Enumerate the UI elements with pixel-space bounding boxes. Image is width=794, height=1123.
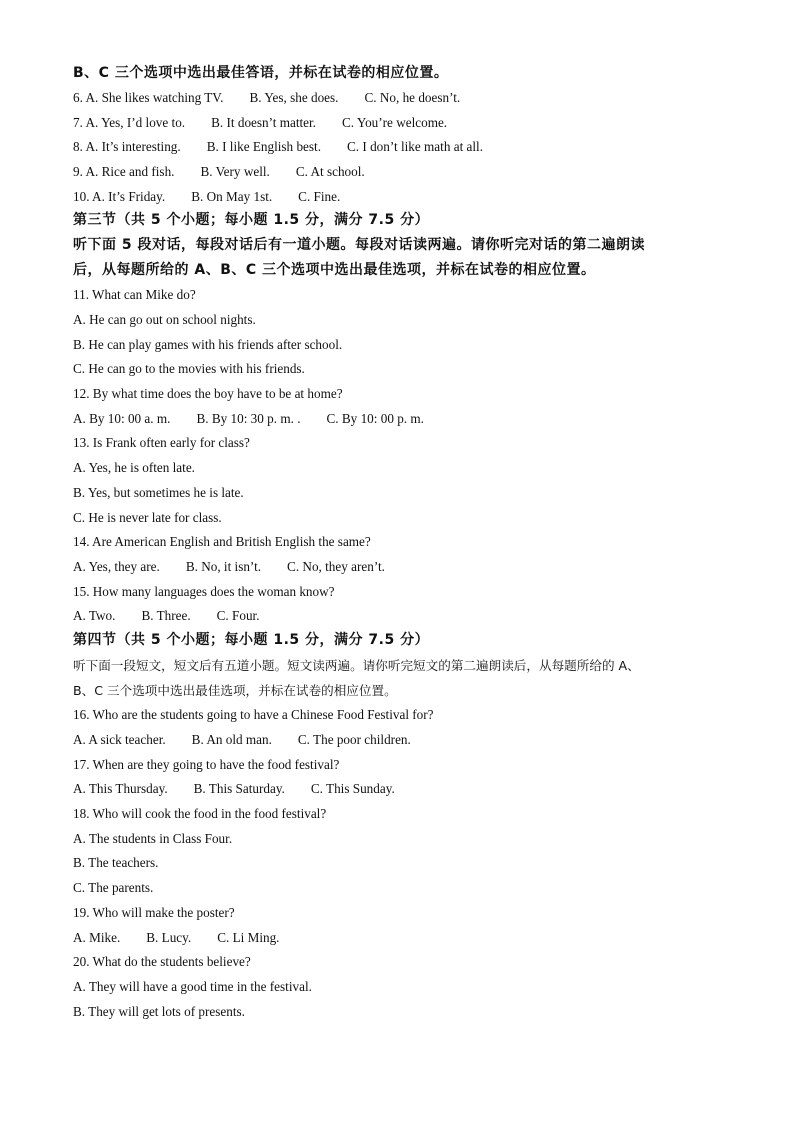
q9-option-b: B. Very well. <box>200 164 270 179</box>
q9-option-a: 9. A. Rice and fish. <box>73 164 175 179</box>
question-14-options <box>73 558 385 576</box>
q8-option-a: 8. A. It’s interesting. <box>73 139 181 154</box>
q12-option-b: B. By 10: 30 p. m. . <box>196 411 301 426</box>
q18-option-a: A. The students in Class Four. <box>73 831 233 846</box>
q17-option-a: A. This Thursday. <box>73 781 168 796</box>
q15-option-a: A. Two. <box>73 608 116 623</box>
q18-stem: 18. Who will cook the food in the food festival? <box>73 806 327 821</box>
question-6 <box>73 89 460 107</box>
q15-option-b: B. Three. <box>141 608 191 623</box>
q7-option-a: 7. A. Yes, I’d love to. <box>73 115 186 130</box>
q16-option-b: B. An old man. <box>191 732 272 747</box>
q14-option-a: A. Yes, they are. <box>73 559 160 574</box>
q10-option-c: C. Fine. <box>298 189 341 204</box>
q20-stem: 20. What do the students believe? <box>73 954 251 969</box>
q19-option-b: B. Lucy. <box>146 930 192 945</box>
q19-option-c: C. Li Ming. <box>217 930 280 945</box>
q13-stem: 13. Is Frank often early for class? <box>73 435 250 450</box>
q12-option-a: A. By 10: 00 a. m. <box>73 411 171 426</box>
q7-option-b: B. It doesn’t matter. <box>211 115 316 130</box>
q15-stem: 15. How many languages does the woman know? <box>73 584 335 599</box>
section4-heading: 第四节（共 5 个小题；每小题 1.5 分，满分 7.5 分） <box>73 632 430 648</box>
q16-option-a: A. A sick teacher. <box>73 732 166 747</box>
q8-option-c: C. I don’t like math at all. <box>347 139 484 154</box>
q11-option-b: B. He can play games with his friends after school. <box>73 337 343 352</box>
q18-option-b: B. The teachers. <box>73 855 159 870</box>
q14-option-b: B. No, it isn’t. <box>185 559 262 574</box>
q17-option-b: B. This Saturday. <box>193 781 285 796</box>
q6-option-a: 6. A. She likes watching TV. <box>73 90 224 105</box>
q6-option-b: B. Yes, she does. <box>249 90 339 105</box>
q8-option-b: B. I like English best. <box>206 139 321 154</box>
q7-option-c: C. You’re welcome. <box>341 115 448 130</box>
question-15-options <box>73 607 260 625</box>
question-10 <box>73 188 340 206</box>
q11-stem: 11. What can Mike do? <box>73 287 196 302</box>
question-19-options <box>73 929 279 947</box>
q17-stem: 17. When are they going to have the food festival? <box>73 757 340 772</box>
q6-option-c: C. No, he doesn’t. <box>364 90 461 105</box>
q13-option-c: C. He is never late for class. <box>73 510 222 525</box>
q17-option-c: C. This Sunday. <box>310 781 395 796</box>
q12-option-c: C. By 10: 00 p. m. <box>326 411 424 426</box>
q11-option-a: A. He can go out on school nights. <box>73 312 256 327</box>
q10-option-b: B. On May 1st. <box>191 189 273 204</box>
question-12-options <box>73 410 424 428</box>
q10-option-a: 10. A. It’s Friday. <box>73 189 166 204</box>
q16-option-c: C. The poor children. <box>297 732 411 747</box>
q20-option-b: B. They will get lots of presents. <box>73 1004 245 1019</box>
q19-stem: 19. Who will make the poster? <box>73 905 235 920</box>
section3-heading: 第三节（共 5 个小题；每小题 1.5 分，满分 7.5 分） <box>73 212 430 228</box>
q18-option-c: C. The parents. <box>73 880 154 895</box>
q16-stem: 16. Who are the students going to have a Chinese Food Festival for? <box>73 707 434 722</box>
q9-option-c: C. At school. <box>295 164 365 179</box>
question-17-options <box>73 780 395 798</box>
q14-option-c: C. No, they aren’t. <box>287 559 385 574</box>
question-8 <box>73 138 483 156</box>
q11-option-c: C. He can go to the movies with his friends. <box>73 361 305 376</box>
section4-instruction-line1: 听下面一段短文，短文后有五道小题。短文读两遍。请你听完短文的第二遍朗读后，从每题所给的 A、 <box>73 658 640 673</box>
q14-stem: 14. Are American English and British English the same? <box>73 534 371 549</box>
section4-instruction-line2: B、C 三个选项中选出最佳选项，并标在试卷的相应位置。 <box>73 683 397 698</box>
q19-option-a: A. Mike. <box>73 930 121 945</box>
question-7 <box>73 114 447 132</box>
q15-option-c: C. Four. <box>216 608 260 623</box>
q20-option-a: A. They will have a good time in the festival. <box>73 979 312 994</box>
q13-option-b: B. Yes, but sometimes he is late. <box>73 485 244 500</box>
section2-instruction-tail: B、C 三个选项中选出最佳答语，并标在试卷的相应位置。 <box>73 65 449 81</box>
q12-stem: 12. By what time does the boy have to be at home? <box>73 386 343 401</box>
question-9 <box>73 163 365 181</box>
section3-instruction-line1: 听下面 5 段对话，每段对话后有一道小题。每段对话读两遍。请你听完对话的第二遍朗读 <box>73 237 645 253</box>
q13-option-a: A. Yes, he is often late. <box>73 460 195 475</box>
section3-instruction-line2: 后，从每题所给的 A、B、C 三个选项中选出最佳选项，并标在试卷的相应位置。 <box>73 262 596 278</box>
question-16-options <box>73 731 411 749</box>
